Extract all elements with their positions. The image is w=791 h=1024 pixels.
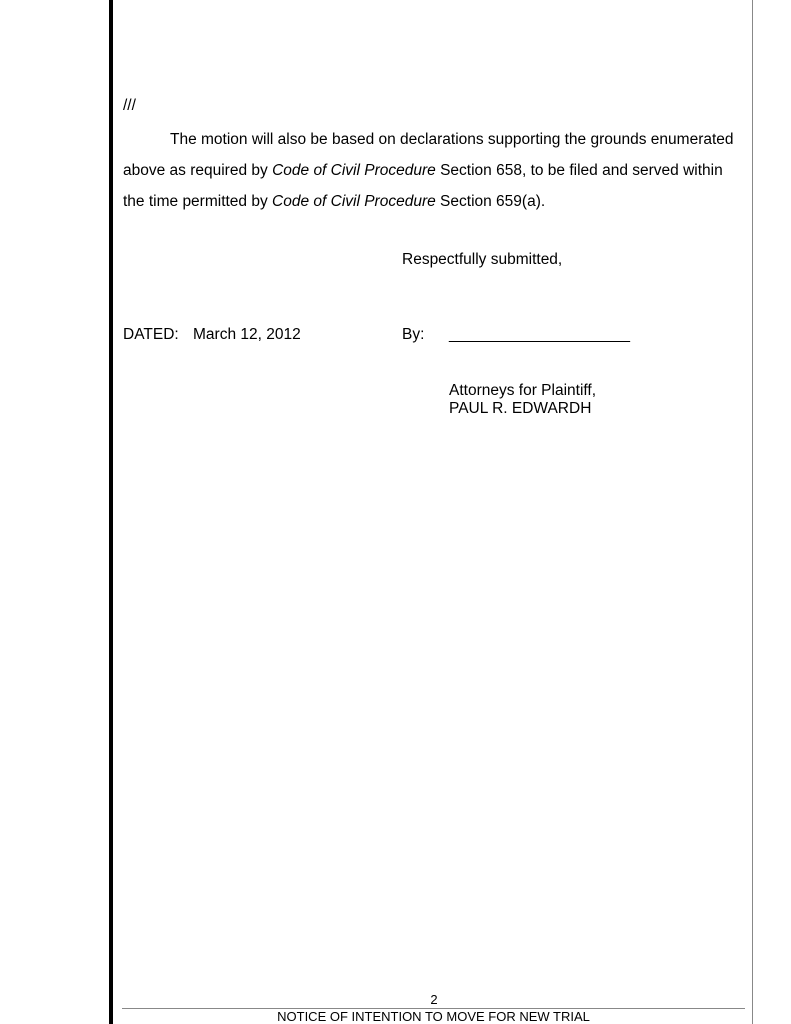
paragraph-line-3-post: Section 659(a). bbox=[435, 193, 546, 210]
footer-document-title: NOTICE OF INTENTION TO MOVE FOR NEW TRIAL bbox=[277, 1009, 590, 1024]
statute-citation: Code of Civil Procedure bbox=[272, 193, 436, 210]
by-label: By: bbox=[402, 326, 425, 343]
dated-label: DATED: bbox=[123, 326, 179, 343]
paragraph-line-3 bbox=[123, 186, 739, 217]
paragraph-line-2 bbox=[123, 155, 739, 186]
paragraph-line-1 bbox=[123, 124, 739, 155]
attorney-client-name: PAUL R. EDWARDH bbox=[449, 400, 592, 417]
paragraph-line-2-post: Section 658, to be filed and served within bbox=[435, 162, 723, 179]
attorney-role: Attorneys for Plaintiff, bbox=[449, 382, 597, 399]
page-number: 2 bbox=[430, 992, 438, 1007]
paragraph-line-3-pre: the time permitted by bbox=[123, 193, 273, 210]
paragraph-line-2-pre: above as required by bbox=[123, 162, 273, 179]
continuation-mark: /// bbox=[123, 97, 136, 114]
statute-citation: Code of Civil Procedure bbox=[272, 162, 436, 179]
closing-salutation: Respectfully submitted, bbox=[402, 251, 563, 268]
pleading-left-margin-rule bbox=[109, 0, 113, 1024]
pleading-right-margin-rule bbox=[752, 0, 753, 1024]
paragraph-line-1-text: The motion will also be based on declarations supporting the grounds enumerated bbox=[170, 131, 734, 148]
dated-value: March 12, 2012 bbox=[193, 326, 301, 343]
body-paragraph bbox=[123, 124, 739, 217]
signature-line: _____________________ bbox=[449, 326, 631, 343]
